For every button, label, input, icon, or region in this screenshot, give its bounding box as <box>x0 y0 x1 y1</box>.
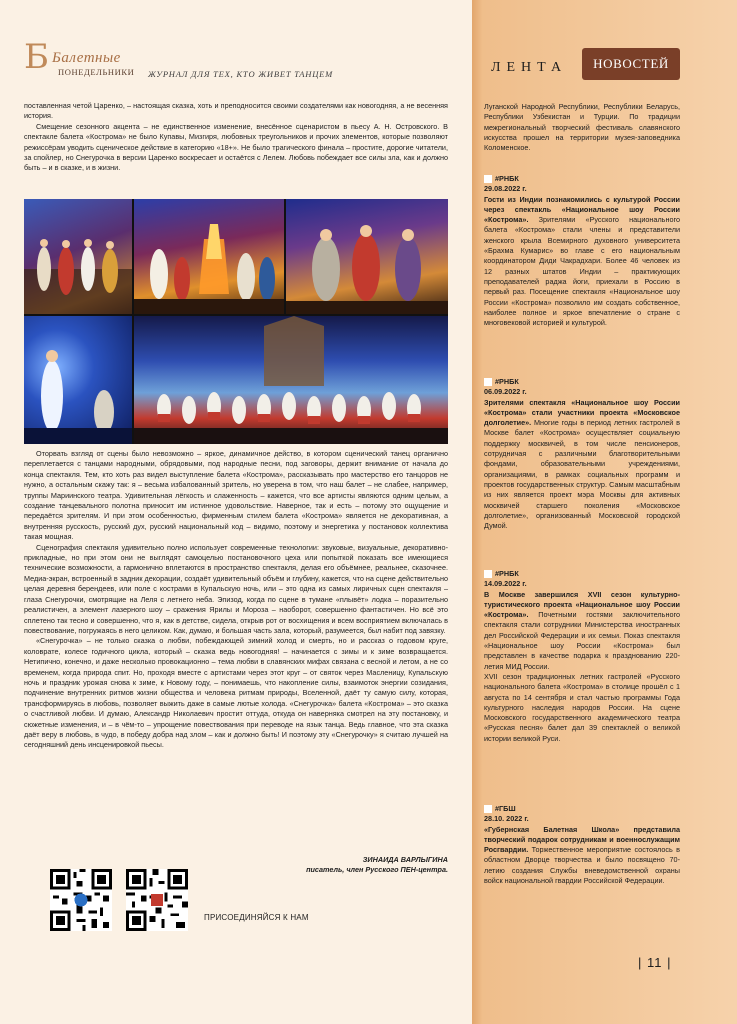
news-headline: Гости из Индии познакомились с культурой России через спектакль «Национальное шоу России «Кострома». <box>484 194 680 225</box>
qr-code-icon[interactable] <box>126 869 188 931</box>
logo-ornament-icon: Б <box>24 37 49 77</box>
paragraph: поставленная четой Царенко, – настоящая сказка, хоть и преподносится своими создателями как новогодняя, а не весенняя история. <box>24 101 448 121</box>
sidebar-title-news: НОВОСТЕЙ <box>593 56 669 71</box>
paragraph: «Снегурочка» – не только сказка о любви, побеждающей зимний холод и смерть, но и рассказ о годовом круге, коловрате, колесе годичного цикла, который – сказка ведь новогодняя! – начинается с зимы и к зиме возвращается. Нетипично, конечно, и даже несколько провокационно – тема любви в славянских мифах связана с весной и летом, а не со временем, когда природа спит. Но, проходя вместе с артистами через этот круг – от святок через Масленицу, Купальскую ночь и праздник урожая снова к зиме, к Новому году, – понимаешь, что накопление силы, взаимоток энергии созидания, подчинение внутренних ритмов жизни общества и человека ритмам природы, Вселенной, даёт ту самую силу, которая, трансформируясь в любовь, позволяет выжить даже в самые лютые холода. «Снегурочка» балета «Кострома» – это сказка о счастливой любви. И думаю, Александр Николаевич простит оттуда, откуда он наверняка смотрел на эту постановку, и сюжетные изменения, и – в чём-то – упрощение повествования при переводе на язык танца. Ведь главное, что эта сказка даёт веру в любовь, в чудо, в победу добра над злом – как и должно быть! И поэтому эту «Снегурочку» я считаю лучшей на сегодняшний день инсценировкой пьесы. <box>24 636 448 750</box>
logo-subtitle: ПОНЕДЕЛЬНИКИ <box>58 67 135 77</box>
author-name: ЗИНАИДА ВАРЛЫГИНА <box>362 855 448 864</box>
stage-photo <box>286 199 448 314</box>
sidebar-title-lenta: ЛЕНТА <box>491 60 568 75</box>
news-body <box>484 398 680 532</box>
news-item <box>484 174 680 328</box>
article-intro <box>24 101 448 174</box>
news-item <box>484 804 680 886</box>
news-headline: «Губернская Балетная Школа» представила творческий подарок сотрудникам и военнослужащим Росгвардии. <box>484 824 680 855</box>
news-date: 06.09.2022 г. <box>484 387 527 397</box>
paragraph: Сценография спектакля удивительно полно использует современные технологии: звуковые, визуальные, декоративно-прикладные, но при этом они не выглядят самоцелью постановочного цеха или попыткой показать все имеющиеся технические возможности, а гармонично вплетаются в пространство спектакля, делая его объёмнее, реальнее, сказочнее. Медиа-экран, встроенный в задник декорации, создаёт удивительный объём и глубину, кажется, что на сцене действительно целая деревня берендеев, или поле с кострами в Купальскую ночь, или – это одна из самых лиричных сцен спектакля – глаза Снегурочки, смотрящие на Леля с летнего неба. Эпизод, когда по сцене в тумане «плывёт» лодка – поразительно реалистичен, а элемент лазерного шоу – сражения Ярилы и Мороза – наоборот, совершенно фантастичен. Но всё это сплетено так тесно и совершенно, что я, как в детстве, сидела, открыв рот от восхищения и всем восприятием включалась в повествование, погружаясь в него целиком. Как, думаю, и большая часть зала, который, разумеется, был набит под завязку. <box>24 542 448 635</box>
news-tag: #РНБК <box>484 174 680 184</box>
paragraph: Смещение сезонного акцента – не единственное изменение, внесённое сценаристом в пьесу А. Н. Островского. В спектакле балета «Кострома» не было Купавы, Мизгиря, любовных треугольников и прочих элементов, которые позволяют режиссёрам уводить сценическое действие в категорию «18+». Не было трагического финала – простите, дорогие читатели, за спойлер, но Снегурочка в версии Царенко воскресает и остаётся с Лелем. Любовь побеждает все силы зла, как и должно быть – и в сказке, и в жизни. <box>24 121 448 173</box>
news-headline: В Москве завершился XVII сезон культурно-туристического проекта «Национальное шоу России «Кострома». <box>484 589 680 620</box>
page-number: | 11 | <box>638 955 672 970</box>
news-body <box>484 825 680 887</box>
qr-code-icon[interactable] <box>50 869 112 931</box>
news-date: 28.10. 2022 г. <box>484 814 529 824</box>
stage-photo <box>134 316 448 444</box>
news-text-extra: XVII сезон традиционных летних гастролей «Русского национального балета «Кострома» в столице прошёл с 1 августа по 14 сентября и стал частью программы Года культурного наследия народов России. На сцене Московского государственного академического театра «Русская песня» балет дал 39 спектаклей о великой истории великой Руси. <box>484 671 680 743</box>
news-text: Многие годы в период летних гастролей в Москве балет «Кострома» осуществляет социальную поддержку москвичей, в том числе пенсионеров, сотрудничая с различными благотворительными фондами, образовательными учреждениями, организациями, в рамках социальных программ и проектов государственных структур. Самым масштабным из них является проект мэра Москвы для активных москвичей старшего поколения «Московское долголетие», организованный Московской городской Думой. <box>484 418 680 531</box>
magazine-tagline: ЖУРНАЛ ДЛЯ ТЕХ, КТО ЖИВЕТ ТАНЦЕМ <box>148 69 334 79</box>
news-headline: Зрителями спектакля «Национальное шоу России «Кострома» стали участники проекта «Московское долголетие». <box>484 397 680 428</box>
author-role: писатель, член Русского ПЕН-центра. <box>306 865 448 875</box>
news-date: 29.08.2022 г. <box>484 184 527 194</box>
magazine-logo[interactable] <box>24 37 154 84</box>
paragraph: Оторвать взгляд от сцены было невозможно – яркое, динамичное действо, в котором сценический танец органично переплетается с танцами народными, обрядовыми, под народные песни, под заговоры, держит внимание от начала до конца спектакля. Тем, кто хоть раз видел выступление балета «Кострома», рассказывать про мастерство его танцоров не нужно, а остальным скажу так: я – весьма избалованный зритель, но уверена в том, что наш балет – не слабее, например, труппы Мариинского театра. Удивительная лёгкость и слаженность – кажется, что все артисты являются одним целым, а создание танцевального полотна приносит им истинное удовольствие. Наверное, так и есть – потому это ощущение и передаётся зрителям. И при этом особенностью, фирменным стилем балета «Кострома» является не декоративная, а внутренняя русскость, русский дух, русский национальный код – видимо, поэтому и энергетика у постановок коллектива такая мощная. <box>24 449 448 542</box>
news-body <box>484 195 680 329</box>
stage-photo <box>24 199 132 314</box>
join-us-label: ПРИСОЕДИНЯЙСЯ К НАМ <box>204 913 309 922</box>
news-tag: #ГБШ <box>484 804 680 814</box>
news-text: Зрителями «Русского национального балета «Кострома» стали члены и представители женского крыла Всемирного духовного университета «Брахма Кумарис» во главе с его национальным координатором Диди Чакрадхари. Более 46 человек из 12 разных штатов Индии – практикующих преподавателей раджа йоги, приехали в Россию в первый раз. Посещение спектакля «Национальное шоу России «Кострома» позволило им создать собственное, наиболее полное и яркое впечатление о стране с многовековой историей и культурой. <box>484 215 680 328</box>
news-body <box>484 590 680 672</box>
sidebar-title-badge <box>582 48 680 80</box>
stage-photo <box>134 199 284 314</box>
logo-title: Балетные <box>52 50 121 66</box>
article-body <box>24 449 448 751</box>
stage-photo <box>24 316 132 444</box>
news-text: Торжественное мероприятие состоялось в областном Дворце творчества и было посвящено 70-летию создания Службы вневедомственной охраны войск национальной гвардии Российской Федерации. <box>484 845 681 886</box>
news-item <box>484 569 680 744</box>
news-item <box>484 377 680 531</box>
news-date: 14.09.2022 г. <box>484 579 527 589</box>
news-tag: #РНБК <box>484 377 680 387</box>
news-sidebar <box>472 0 737 1024</box>
news-text: Почетными гостями заключительного спектакля стали сотрудники Министерства иностранных дел Российской Федерации и их семьи. Показ спектакля «Национальное шоу России «Кострома» был представлен в качестве подарка к празднованию 220-летия МИД России. <box>484 610 680 671</box>
news-continuation: Луганской Народной Республики, Республики Беларусь, Республики Узбекистан и Турции. По традиции межрегиональный творческий фестиваль славянского искусства прошел на территории музея-заповедника Коломенское. <box>484 102 680 153</box>
news-tag: #РНБК <box>484 569 680 579</box>
performance-photo-collage <box>24 199 448 444</box>
